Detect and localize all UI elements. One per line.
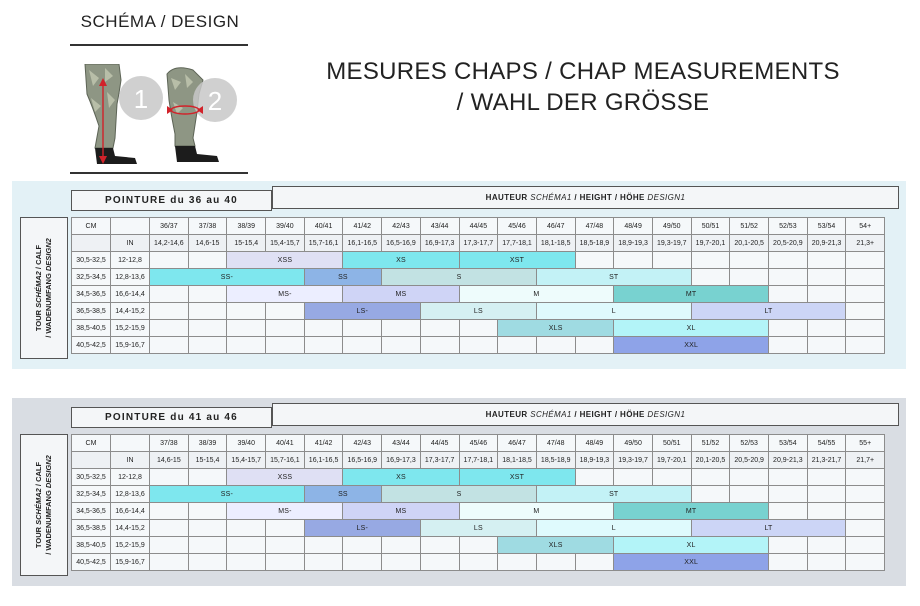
design-rule-bottom (70, 172, 248, 174)
cm-header-cell: 44/45 (459, 218, 498, 235)
in-header-cell: 17,7-18,1 (498, 235, 537, 252)
empty-cell (769, 503, 808, 520)
empty-cell (227, 554, 266, 571)
in-header-cell: 20,1-20,5 (730, 235, 769, 252)
in-header-cell: 15,4-15,7 (227, 452, 266, 469)
tour-calf-label: TOUR SCHÉMA2 / CALF / WADENUMFANG DESIGN2 (20, 434, 68, 576)
in-header-cell: 16,5-16,9 (343, 452, 382, 469)
size-cell: MS (343, 503, 459, 520)
size-cell: SS (304, 269, 381, 286)
title-line-1: MESURES CHAPS / CHAP MEASUREMENTS (326, 58, 840, 85)
cm-label: CM (72, 435, 111, 452)
size-cell: MT (614, 286, 769, 303)
size-cell: LS (420, 520, 536, 537)
empty-cell (150, 303, 189, 320)
calf-cm-cell: 30,5-32,5 (72, 469, 111, 486)
cm-header-cell: 38/39 (227, 218, 266, 235)
in-header-cell: 19,3-19,7 (652, 235, 691, 252)
size-cell: L (536, 520, 691, 537)
empty-cell (807, 503, 846, 520)
empty-cell (459, 337, 498, 354)
size-cell: ST (536, 269, 691, 286)
cm-header-cell: 48/49 (614, 218, 653, 235)
in-header-cell: 17,7-18,1 (459, 452, 498, 469)
table-row (72, 337, 885, 354)
calf-in-cell: 14,4-15,2 (111, 303, 150, 320)
in-header-row (72, 452, 885, 469)
empty-cell (72, 452, 111, 469)
empty-cell (266, 554, 305, 571)
size-cell: XST (459, 252, 575, 269)
empty-cell (188, 252, 227, 269)
in-header-cell: 16,9-17,3 (420, 235, 459, 252)
empty-cell (807, 469, 846, 486)
cm-header-cell: 42/43 (382, 218, 421, 235)
empty-cell (343, 537, 382, 554)
in-header-cell: 15-15,4 (227, 235, 266, 252)
empty-cell (459, 554, 498, 571)
size-cell: SS- (150, 486, 305, 503)
size-cell: LS- (304, 520, 420, 537)
empty-cell (807, 320, 846, 337)
in-header-cell: 20,9-21,3 (769, 452, 808, 469)
in-header-cell: 16,5-16,9 (382, 235, 421, 252)
empty-cell (227, 320, 266, 337)
empty-cell (188, 337, 227, 354)
calf-in-cell: 15,2-15,9 (111, 320, 150, 337)
calf-in-cell: 16,6-14,4 (111, 286, 150, 303)
size-cell: XL (614, 320, 769, 337)
empty-cell (420, 554, 459, 571)
size-cell: MS (343, 286, 459, 303)
cm-header-cell: 52/53 (769, 218, 808, 235)
empty-cell (498, 337, 537, 354)
table-row (72, 252, 885, 269)
empty-cell (227, 337, 266, 354)
cm-header-cell: 37/38 (150, 435, 189, 452)
empty-cell (304, 537, 343, 554)
empty-cell (730, 469, 769, 486)
cm-header-cell: 46/47 (498, 435, 537, 452)
design-rule-top (70, 44, 248, 46)
empty-cell (150, 537, 189, 554)
in-header-cell: 19,7-20,1 (691, 235, 730, 252)
calf-cm-cell: 32,5-34,5 (72, 269, 111, 286)
empty-cell (420, 320, 459, 337)
cm-header-cell: 54+ (846, 218, 885, 235)
empty-cell (111, 435, 150, 452)
empty-cell (382, 537, 421, 554)
empty-cell (72, 235, 111, 252)
empty-cell (846, 554, 885, 571)
size-cell: MT (614, 503, 769, 520)
empty-cell (807, 554, 846, 571)
empty-cell (343, 554, 382, 571)
empty-cell (382, 320, 421, 337)
in-header-cell: 15,4-15,7 (266, 235, 305, 252)
calf-cm-cell: 40,5-42,5 (72, 337, 111, 354)
empty-cell (769, 252, 808, 269)
cm-label: CM (72, 218, 111, 235)
empty-cell (382, 337, 421, 354)
empty-cell (846, 537, 885, 554)
page-title (268, 56, 898, 118)
size-cell: XS (343, 469, 459, 486)
in-header-cell: 14,6-15 (150, 452, 189, 469)
cm-header-cell: 51/52 (691, 435, 730, 452)
empty-cell (111, 218, 150, 235)
calf-in-cell: 12,8-13,6 (111, 486, 150, 503)
in-header-cell: 20,5-20,9 (730, 452, 769, 469)
empty-cell (266, 303, 305, 320)
in-header-cell: 15,7-16,1 (266, 452, 305, 469)
empty-cell (691, 269, 730, 286)
calf-in-cell: 12-12,8 (111, 469, 150, 486)
empty-cell (304, 320, 343, 337)
empty-cell (846, 503, 885, 520)
empty-cell (691, 469, 730, 486)
in-header-cell: 16,1-16,5 (304, 452, 343, 469)
empty-cell (150, 469, 189, 486)
empty-cell (730, 486, 769, 503)
size-cell: M (459, 286, 614, 303)
empty-cell (266, 320, 305, 337)
empty-cell (150, 320, 189, 337)
cm-header-cell: 49/50 (652, 218, 691, 235)
calf-cm-cell: 32,5-34,5 (72, 486, 111, 503)
calf-cm-cell: 40,5-42,5 (72, 554, 111, 571)
in-header-row (72, 235, 885, 252)
empty-cell (575, 469, 614, 486)
empty-cell (266, 537, 305, 554)
table-row (72, 554, 885, 571)
cm-header-cell: 51/52 (730, 218, 769, 235)
empty-cell (846, 269, 885, 286)
in-header-cell: 18,1-18,5 (498, 452, 537, 469)
cm-header-cell: 47/48 (575, 218, 614, 235)
size-cell: XST (459, 469, 575, 486)
cm-header-cell: 43/44 (382, 435, 421, 452)
marker-2: 2 (207, 86, 223, 116)
table-row (72, 320, 885, 337)
empty-cell (807, 252, 846, 269)
size-grid (71, 217, 885, 354)
size-cell: ST (536, 486, 691, 503)
empty-cell (420, 537, 459, 554)
calf-cm-cell: 36,5-38,5 (72, 303, 111, 320)
cm-header-cell: 43/44 (420, 218, 459, 235)
empty-cell (691, 252, 730, 269)
empty-cell (459, 537, 498, 554)
calf-cm-cell: 38,5-40,5 (72, 320, 111, 337)
empty-cell (150, 554, 189, 571)
empty-cell (536, 554, 575, 571)
size-cell: XLS (498, 537, 614, 554)
in-header-cell: 21,7+ (846, 452, 885, 469)
in-header-cell: 19,3-19,7 (614, 452, 653, 469)
empty-cell (807, 286, 846, 303)
empty-cell (266, 520, 305, 537)
size-cell: XSS (227, 252, 343, 269)
cm-header-cell: 48/49 (575, 435, 614, 452)
cm-header-cell: 36/37 (150, 218, 189, 235)
table-row (72, 503, 885, 520)
size-cell: XLS (498, 320, 614, 337)
cm-header-cell: 55+ (846, 435, 885, 452)
in-header-cell: 18,5-18,9 (575, 235, 614, 252)
empty-cell (188, 503, 227, 520)
empty-cell (807, 337, 846, 354)
empty-cell (691, 486, 730, 503)
empty-cell (846, 469, 885, 486)
empty-cell (730, 252, 769, 269)
in-header-cell: 14,2-14,6 (150, 235, 189, 252)
in-header-cell: 18,5-18,9 (536, 452, 575, 469)
leg-1-figure (85, 64, 163, 164)
cm-header-cell: 52/53 (730, 435, 769, 452)
empty-cell (730, 269, 769, 286)
cm-header-row (72, 435, 885, 452)
size-cell: MS- (227, 286, 343, 303)
empty-cell (769, 469, 808, 486)
empty-cell (382, 554, 421, 571)
tour-calf-label: TOUR SCHÉMA2 / CALF / WADENUMFANG DESIGN2 (20, 217, 68, 359)
cm-header-cell: 40/41 (304, 218, 343, 235)
empty-cell (614, 469, 653, 486)
size-grid (71, 434, 885, 571)
cm-header-cell: 45/46 (498, 218, 537, 235)
in-header-cell: 14,6-15 (188, 235, 227, 252)
calf-in-cell: 16,6-14,4 (111, 503, 150, 520)
title-line-2: / WAHL DER GRÖSSE (456, 89, 710, 116)
empty-cell (614, 252, 653, 269)
empty-cell (846, 337, 885, 354)
table-row (72, 469, 885, 486)
size-cell: MS- (227, 503, 343, 520)
empty-cell (343, 337, 382, 354)
empty-cell (769, 286, 808, 303)
table-row (72, 520, 885, 537)
size-cell: XXL (614, 337, 769, 354)
size-cell: S (382, 486, 537, 503)
calf-cm-cell: 34,5-36,5 (72, 503, 111, 520)
empty-cell (575, 337, 614, 354)
in-header-cell: 17,3-17,7 (459, 235, 498, 252)
in-header-cell: 20,1-20,5 (691, 452, 730, 469)
cm-header-cell: 44/45 (420, 435, 459, 452)
cm-header-cell: 45/46 (459, 435, 498, 452)
in-header-cell: 19,7-20,1 (652, 452, 691, 469)
calf-in-cell: 14,4-15,2 (111, 520, 150, 537)
size-cell: SS- (150, 269, 305, 286)
empty-cell (846, 320, 885, 337)
empty-cell (769, 537, 808, 554)
size-cell: XSS (227, 469, 343, 486)
hauteur-header: HAUTEUR SCHÉMA1 / HEIGHT / HÖHE DESIGN1 (272, 186, 899, 209)
in-header-cell: 20,5-20,9 (769, 235, 808, 252)
table-row (72, 486, 885, 503)
size-cell: S (382, 269, 537, 286)
empty-cell (769, 554, 808, 571)
size-cell: SS (304, 486, 381, 503)
cm-header-cell: 46/47 (536, 218, 575, 235)
empty-cell (188, 303, 227, 320)
size-table-panel-36-40 (12, 181, 906, 369)
empty-cell (188, 320, 227, 337)
cm-header-cell: 41/42 (304, 435, 343, 452)
cm-header-cell: 39/40 (227, 435, 266, 452)
in-header-cell: 16,9-17,3 (382, 452, 421, 469)
leg-2-figure (167, 68, 237, 162)
cm-header-row (72, 218, 885, 235)
hauteur-header: HAUTEUR SCHÉMA1 / HEIGHT / HÖHE DESIGN1 (272, 403, 899, 426)
table-row (72, 286, 885, 303)
empty-cell (459, 320, 498, 337)
empty-cell (807, 269, 846, 286)
cm-header-cell: 49/50 (614, 435, 653, 452)
empty-cell (150, 286, 189, 303)
calf-cm-cell: 38,5-40,5 (72, 537, 111, 554)
empty-cell (227, 303, 266, 320)
empty-cell (846, 520, 885, 537)
size-table-panel-41-46 (12, 398, 906, 586)
empty-cell (769, 337, 808, 354)
empty-cell (227, 537, 266, 554)
calf-cm-cell: 34,5-36,5 (72, 286, 111, 303)
empty-cell (769, 486, 808, 503)
calf-cm-cell: 36,5-38,5 (72, 520, 111, 537)
pointure-label: POINTURE du 36 au 40 (71, 190, 272, 211)
in-header-cell: 18,9-19,3 (614, 235, 653, 252)
empty-cell (188, 554, 227, 571)
calf-cm-cell: 30,5-32,5 (72, 252, 111, 269)
cm-header-cell: 39/40 (266, 218, 305, 235)
empty-cell (188, 537, 227, 554)
empty-cell (150, 520, 189, 537)
size-cell: LS (420, 303, 536, 320)
in-header-cell: 21,3-21,7 (807, 452, 846, 469)
size-cell: LS- (304, 303, 420, 320)
cm-header-cell: 37/38 (188, 218, 227, 235)
empty-cell (575, 554, 614, 571)
in-header-cell: 16,1-16,5 (343, 235, 382, 252)
leg-measurement-illustration (75, 64, 245, 168)
in-header-cell: 20,9-21,3 (807, 235, 846, 252)
in-label: IN (111, 452, 150, 469)
cm-header-cell: 38/39 (188, 435, 227, 452)
calf-in-cell: 12-12,8 (111, 252, 150, 269)
cm-header-cell: 40/41 (266, 435, 305, 452)
empty-cell (266, 337, 305, 354)
size-cell: LT (691, 303, 846, 320)
cm-header-cell: 42/43 (343, 435, 382, 452)
empty-cell (227, 520, 266, 537)
cm-header-cell: 50/51 (652, 435, 691, 452)
cm-header-cell: 53/54 (769, 435, 808, 452)
calf-in-cell: 15,2-15,9 (111, 537, 150, 554)
empty-cell (343, 320, 382, 337)
empty-cell (769, 320, 808, 337)
empty-cell (304, 337, 343, 354)
size-cell: XXL (614, 554, 769, 571)
size-cell: M (459, 503, 614, 520)
table-row (72, 537, 885, 554)
size-cell: XS (343, 252, 459, 269)
table-row (72, 303, 885, 320)
empty-cell (652, 469, 691, 486)
cm-header-cell: 54/55 (807, 435, 846, 452)
empty-cell (769, 269, 808, 286)
empty-cell (150, 337, 189, 354)
in-header-cell: 17,3-17,7 (420, 452, 459, 469)
in-header-cell: 18,9-19,3 (575, 452, 614, 469)
empty-cell (304, 554, 343, 571)
empty-cell (420, 337, 459, 354)
size-cell: LT (691, 520, 846, 537)
empty-cell (846, 252, 885, 269)
empty-cell (807, 486, 846, 503)
in-header-cell: 18,1-18,5 (536, 235, 575, 252)
empty-cell (846, 486, 885, 503)
marker-1: 1 (133, 84, 149, 114)
calf-in-cell: 12,8-13,6 (111, 269, 150, 286)
in-header-cell: 21,3+ (846, 235, 885, 252)
cm-header-cell: 53/54 (807, 218, 846, 235)
empty-cell (846, 303, 885, 320)
size-cell: L (536, 303, 691, 320)
empty-cell (575, 252, 614, 269)
empty-cell (188, 469, 227, 486)
size-cell: XL (614, 537, 769, 554)
in-header-cell: 15,7-16,1 (304, 235, 343, 252)
empty-cell (536, 337, 575, 354)
empty-cell (652, 252, 691, 269)
table-row (72, 269, 885, 286)
cm-header-cell: 50/51 (691, 218, 730, 235)
empty-cell (188, 286, 227, 303)
design-label: SCHÉMA / DESIGN (80, 12, 240, 31)
cm-header-cell: 41/42 (343, 218, 382, 235)
calf-in-cell: 15,9-16,7 (111, 554, 150, 571)
empty-cell (150, 252, 189, 269)
pointure-label: POINTURE du 41 au 46 (71, 407, 272, 428)
empty-cell (150, 503, 189, 520)
cm-header-cell: 47/48 (536, 435, 575, 452)
calf-in-cell: 15,9-16,7 (111, 337, 150, 354)
in-label: IN (111, 235, 150, 252)
empty-cell (846, 286, 885, 303)
empty-cell (188, 520, 227, 537)
empty-cell (807, 537, 846, 554)
in-header-cell: 15-15,4 (188, 452, 227, 469)
empty-cell (498, 554, 537, 571)
